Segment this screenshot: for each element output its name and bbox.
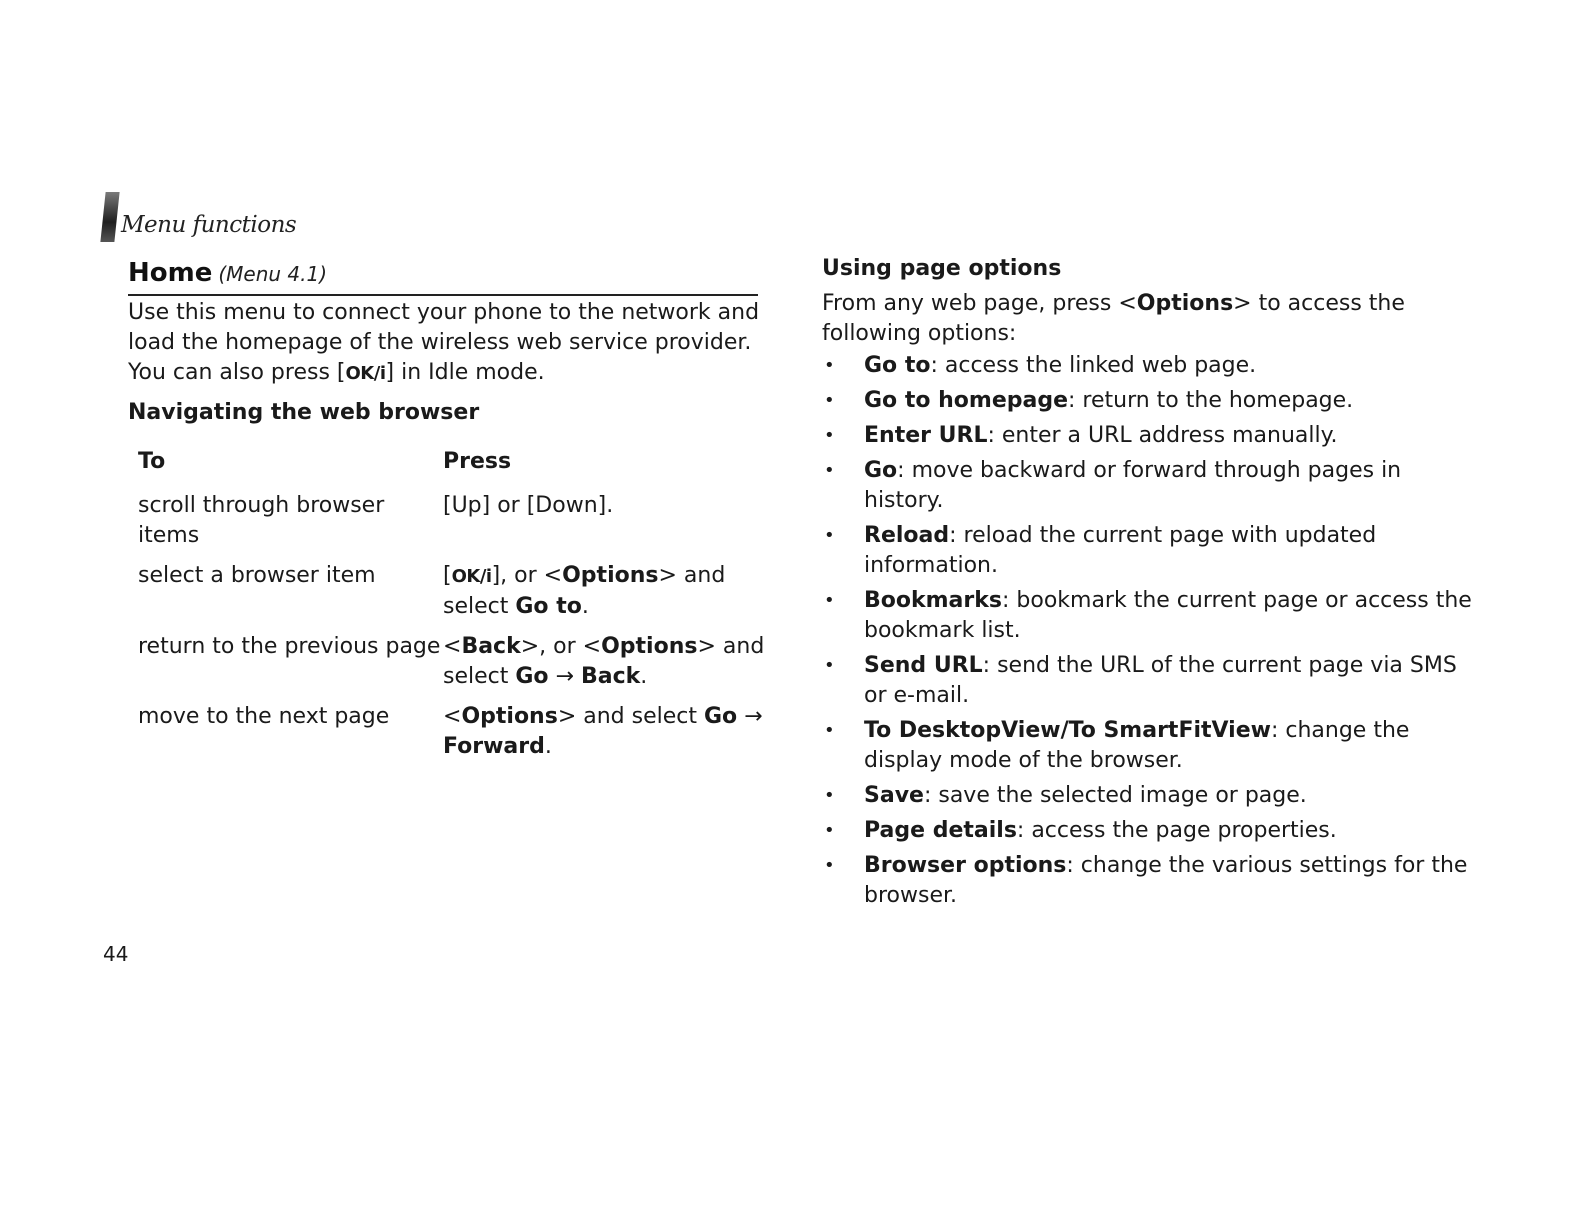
options-softkey-label: Options [461, 704, 558, 729]
nav-browser-table [138, 447, 768, 772]
option-term: Browser options [864, 853, 1067, 878]
menu-item-label: Back [580, 664, 641, 689]
option-description: : return to the homepage. [1068, 388, 1354, 413]
list-item [822, 351, 1472, 381]
option-description: : access the page properties. [1016, 818, 1337, 843]
option-description: : reload the current page with updated information. [864, 523, 1377, 578]
key-text: . [581, 594, 589, 619]
page-options-intro [822, 289, 1472, 349]
column-header-to: To [138, 449, 166, 474]
option-term: Go to homepage [864, 388, 1069, 413]
option-term: Reload [864, 523, 950, 548]
option-term: Enter URL [864, 423, 988, 448]
option-term: Send URL [864, 653, 983, 678]
option-term: Save [864, 783, 924, 808]
table-row [138, 702, 768, 772]
row-keys: [Up] or [Down]. [443, 493, 614, 518]
menu-item-label: Go [704, 704, 738, 729]
option-description: : change the display mode of the browser. [864, 718, 1410, 773]
option-term: Bookmarks [864, 588, 1002, 613]
table-header-row [138, 447, 768, 491]
row-action: return to the previous page [138, 634, 441, 659]
back-softkey-label: Back [461, 634, 521, 659]
table-row [138, 561, 768, 632]
key-text: < [443, 704, 462, 729]
option-description: : bookmark the current page or access the bookmark list. [864, 588, 1472, 643]
page-number: 44 [103, 942, 129, 966]
ok-key-label: OK/i [345, 363, 386, 384]
table-row [138, 491, 768, 561]
menu-item-label: Go [515, 664, 549, 689]
page-options-section [822, 253, 1472, 916]
arrow-icon: → [737, 704, 763, 729]
home-heading [128, 258, 758, 296]
row-keys [443, 632, 768, 702]
list-item [822, 781, 1472, 811]
option-term: Go to [864, 353, 931, 378]
row-keys [443, 561, 768, 632]
key-text: . [544, 734, 552, 759]
list-item [822, 521, 1472, 581]
options-softkey-label: Options [1136, 291, 1234, 316]
key-text: >, or < [520, 634, 602, 659]
list-item [822, 386, 1472, 416]
row-keys [443, 702, 768, 772]
page-options-heading: Using page options [822, 256, 1062, 281]
intro-text-end: ] in Idle mode. [385, 360, 545, 385]
intro-text-start: Use this menu to connect your phone to the network and load the homepage of the wireless web service provider. You can also press [ [128, 300, 760, 385]
section-marker-bar [100, 192, 119, 242]
options-softkey-label: Options [562, 563, 659, 588]
ok-key-label: OK/i [451, 566, 492, 587]
menu-item-label: Go to [515, 594, 582, 619]
nav-browser-heading: Navigating the web browser [128, 400, 480, 425]
row-action: select a browser item [138, 563, 376, 588]
row-action: move to the next page [138, 704, 390, 729]
list-item [822, 421, 1472, 451]
home-title: Home [128, 258, 213, 288]
option-description: : enter a URL address manually. [987, 423, 1338, 448]
section-title: Menu functions [121, 212, 297, 238]
key-text: > and select [443, 634, 765, 689]
option-description: : move backward or forward through pages in history. [864, 458, 1402, 513]
list-item [822, 816, 1472, 846]
options-softkey-label: Options [601, 634, 698, 659]
option-description: : save the selected image or page. [923, 783, 1307, 808]
row-action: scroll through browser items [138, 493, 385, 548]
column-header-press: Press [443, 449, 512, 474]
page-options-list [822, 351, 1472, 911]
list-item [822, 851, 1472, 911]
option-term: To DesktopView/To SmartFitView [864, 718, 1271, 743]
key-text: ], or < [491, 563, 563, 588]
key-text: > and select [443, 563, 726, 619]
intro-text-start: From any web page, press < [822, 291, 1137, 316]
option-description: : send the URL of the current page via SMS or e-mail. [864, 653, 1457, 708]
table-row [138, 632, 768, 702]
option-description: : access the linked web page. [930, 353, 1257, 378]
option-description: : change the various settings for the browser. [864, 853, 1468, 908]
arrow-icon: → [548, 664, 581, 689]
key-text: . [640, 664, 648, 689]
key-text: > and select [557, 704, 704, 729]
key-text: [ [443, 563, 452, 588]
option-term: Go [864, 458, 898, 483]
home-intro-paragraph [128, 298, 768, 389]
list-item [822, 456, 1472, 516]
key-text: < [443, 634, 462, 659]
home-menu-reference: (Menu 4.1) [218, 262, 328, 286]
menu-item-label: Forward [443, 734, 545, 759]
list-item [822, 586, 1472, 646]
list-item [822, 651, 1472, 711]
intro-text-end: > to access the following options: [822, 291, 1405, 346]
option-term: Page details [864, 818, 1017, 843]
list-item [822, 716, 1472, 776]
